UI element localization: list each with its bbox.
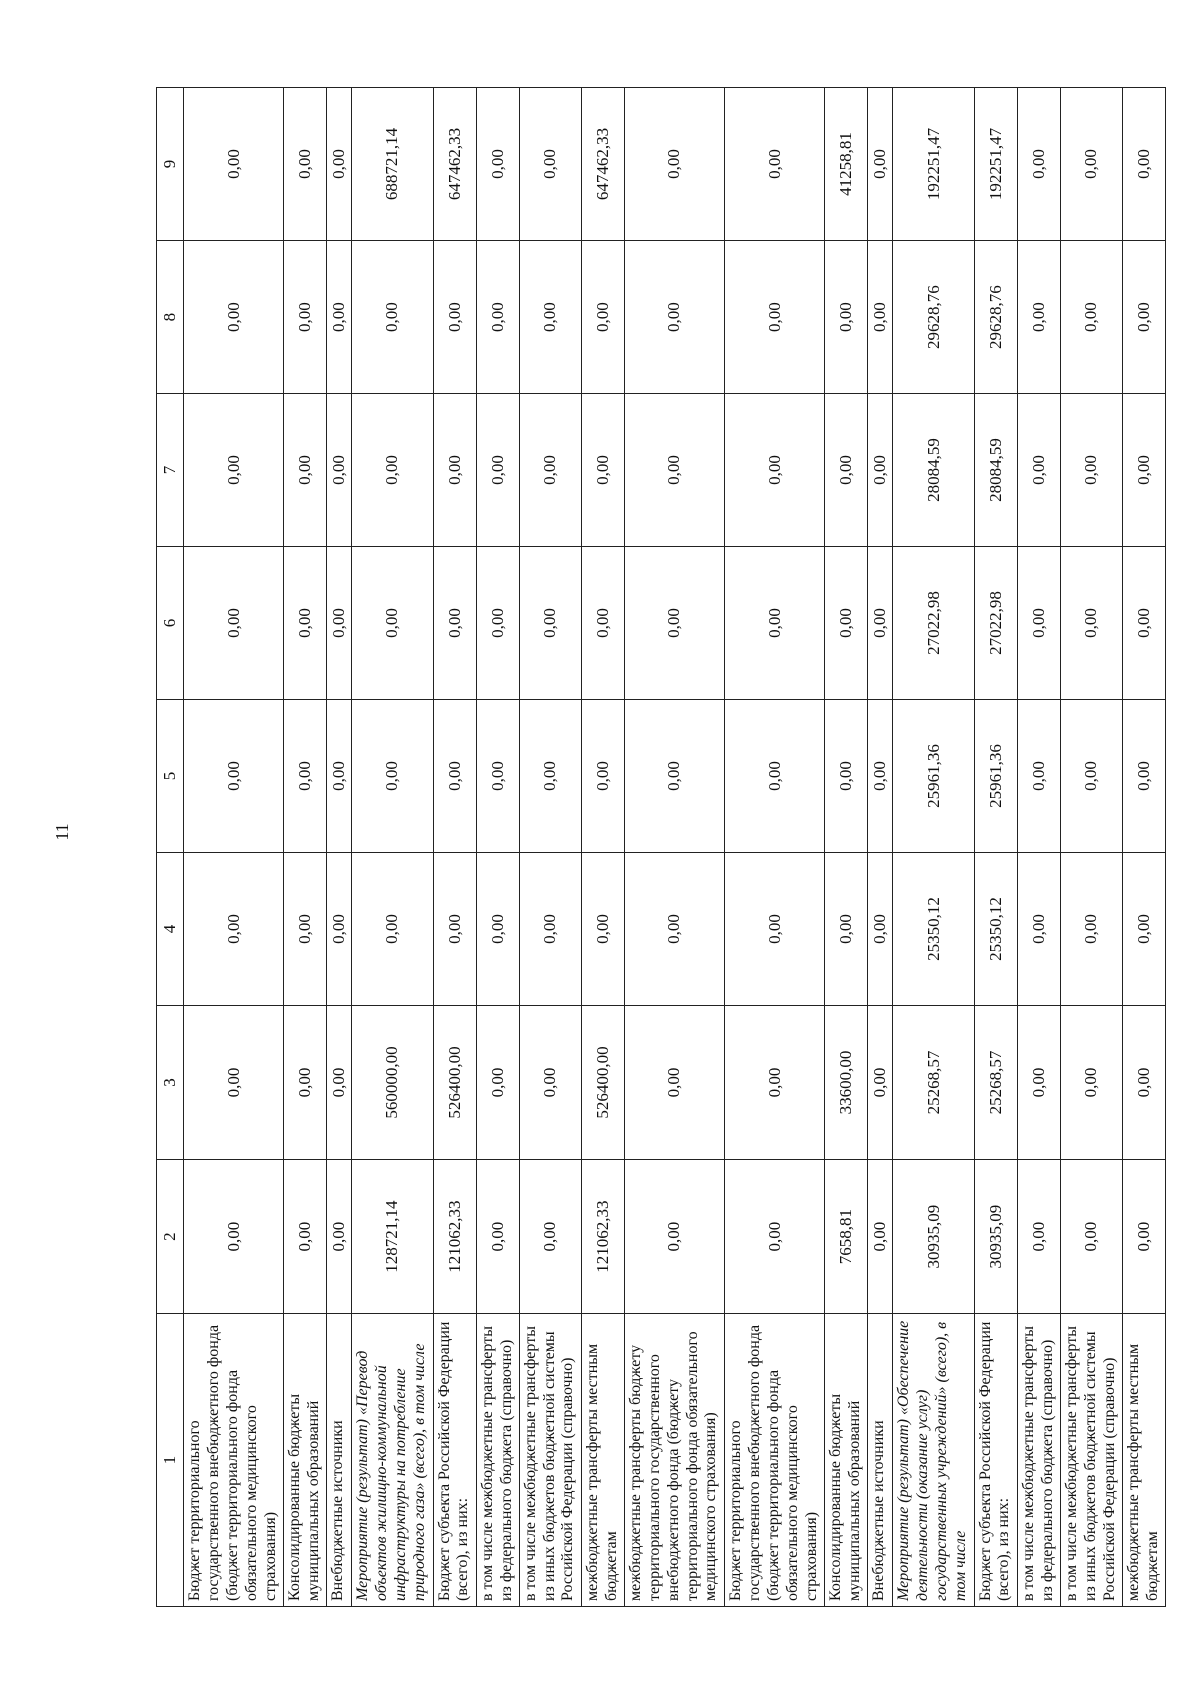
value-cell: 0,00 [476, 700, 519, 853]
value-cell: 0,00 [184, 853, 284, 1006]
value-cell: 0,00 [725, 88, 825, 241]
value-cell: 0,00 [519, 241, 581, 394]
value-cell: 0,00 [1017, 1005, 1060, 1159]
value-cell: 0,00 [476, 241, 519, 394]
value-cell: 192251,47 [893, 88, 974, 241]
value-cell: 0,00 [725, 853, 825, 1006]
value-cell: 0,00 [1060, 853, 1122, 1006]
value-cell: 192251,47 [974, 88, 1017, 241]
value-cell: 688721,14 [352, 88, 433, 241]
value-cell: 0,00 [519, 394, 581, 547]
value-cell: 0,00 [284, 853, 327, 1006]
value-cell: 0,00 [433, 853, 476, 1006]
value-cell: 0,00 [327, 1160, 352, 1314]
value-cell: 0,00 [327, 853, 352, 1006]
page-number: 11 [52, 823, 72, 841]
value-cell: 0,00 [1060, 700, 1122, 853]
value-cell: 0,00 [581, 394, 624, 547]
table-row [624, 88, 724, 1607]
table-row [284, 88, 327, 1607]
value-cell: 121062,33 [433, 1160, 476, 1314]
value-cell: 0,00 [352, 394, 433, 547]
value-cell: 0,00 [476, 547, 519, 700]
value-cell: 0,00 [184, 1160, 284, 1314]
value-cell: 25350,12 [974, 853, 1017, 1006]
value-cell: 0,00 [868, 1160, 893, 1314]
value-cell: 0,00 [433, 700, 476, 853]
value-cell: 0,00 [1122, 1160, 1165, 1314]
column-header: 4 [157, 853, 184, 1006]
value-cell: 0,00 [352, 241, 433, 394]
value-cell: 0,00 [327, 88, 352, 241]
value-cell: 526400,00 [433, 1005, 476, 1159]
value-cell: 0,00 [352, 700, 433, 853]
value-cell: 0,00 [327, 394, 352, 547]
value-cell: 28084,59 [893, 394, 974, 547]
row-label: в том числе межбюджетные трансферты из иных бюджетов бюджетной системы Российской Федерации (справочно) [519, 1314, 581, 1607]
value-cell: 0,00 [1122, 700, 1165, 853]
value-cell: 0,00 [624, 1005, 724, 1159]
value-cell: 0,00 [184, 1005, 284, 1159]
value-cell: 0,00 [519, 853, 581, 1006]
value-cell: 0,00 [433, 547, 476, 700]
value-cell: 0,00 [1060, 241, 1122, 394]
value-cell: 0,00 [184, 547, 284, 700]
value-cell: 0,00 [624, 241, 724, 394]
value-cell: 0,00 [581, 853, 624, 1006]
value-cell: 0,00 [327, 547, 352, 700]
table-row [1122, 88, 1165, 1607]
budget-table [156, 87, 1166, 1607]
value-cell: 0,00 [1017, 394, 1060, 547]
value-cell: 0,00 [184, 241, 284, 394]
column-header: 7 [157, 394, 184, 547]
value-cell: 526400,00 [581, 1005, 624, 1159]
value-cell: 0,00 [519, 1005, 581, 1159]
value-cell: 0,00 [624, 88, 724, 241]
value-cell: 0,00 [1017, 241, 1060, 394]
value-cell: 0,00 [1122, 88, 1165, 241]
value-cell: 0,00 [1017, 853, 1060, 1006]
value-cell: 0,00 [1017, 700, 1060, 853]
value-cell: 0,00 [825, 700, 868, 853]
value-cell: 25961,36 [893, 700, 974, 853]
value-cell: 25268,57 [974, 1005, 1017, 1159]
value-cell: 0,00 [1122, 394, 1165, 547]
value-cell: 0,00 [284, 700, 327, 853]
value-cell: 0,00 [284, 241, 327, 394]
value-cell: 0,00 [868, 241, 893, 394]
row-label: межбюджетные трансферты местным бюджетам [581, 1314, 624, 1607]
value-cell: 0,00 [184, 394, 284, 547]
value-cell: 0,00 [725, 1160, 825, 1314]
table-row [476, 88, 519, 1607]
value-cell: 27022,98 [974, 547, 1017, 700]
table-row [868, 88, 893, 1607]
column-header: 8 [157, 241, 184, 394]
value-cell: 29628,76 [893, 241, 974, 394]
value-cell: 0,00 [284, 88, 327, 241]
row-label: межбюджетные трансферты бюджету территориального государственного внебюджетного фонда (бюджету территориального фонда обязательного медицинского страхования) [624, 1314, 724, 1607]
value-cell: 0,00 [519, 88, 581, 241]
value-cell: 0,00 [1060, 394, 1122, 547]
value-cell: 0,00 [825, 547, 868, 700]
value-cell: 0,00 [581, 547, 624, 700]
column-header: 1 [157, 1314, 184, 1607]
value-cell: 0,00 [1122, 1005, 1165, 1159]
column-header: 5 [157, 700, 184, 853]
value-cell: 0,00 [352, 547, 433, 700]
value-cell: 0,00 [284, 394, 327, 547]
value-cell: 0,00 [624, 394, 724, 547]
value-cell: 0,00 [868, 88, 893, 241]
row-label: в том числе межбюджетные трансферты из федерального бюджета (справочно) [476, 1314, 519, 1607]
row-label: Бюджет территориального государственного внебюджетного фонда (бюджет территориального фонда обязательного медицинского страхования) [184, 1314, 284, 1607]
table-header-row [157, 88, 184, 1607]
table-row [184, 88, 284, 1607]
value-cell: 28084,59 [974, 394, 1017, 547]
row-label: Консолидированные бюджеты муниципальных образований [284, 1314, 327, 1607]
table-row [1060, 88, 1122, 1607]
row-label: межбюджетные трансферты местным бюджетам [1122, 1314, 1165, 1607]
value-cell: 30935,09 [893, 1160, 974, 1314]
value-cell: 0,00 [1060, 88, 1122, 241]
value-cell: 647462,33 [581, 88, 624, 241]
row-label: Бюджет территориального государственного внебюджетного фонда (бюджет территориального фонда обязательного медицинского страхования) [725, 1314, 825, 1607]
value-cell: 0,00 [476, 88, 519, 241]
value-cell: 0,00 [825, 394, 868, 547]
value-cell: 0,00 [284, 1160, 327, 1314]
value-cell: 7658,81 [825, 1160, 868, 1314]
value-cell: 0,00 [725, 1005, 825, 1159]
row-label: в том числе межбюджетные трансферты из иных бюджетов бюджетной системы Российской Федерации (справочно) [1060, 1314, 1122, 1607]
row-label: Мероприятие (результат) «Обеспечение деятельности (оказание услуг) государственных учреждений» (всего), в том числе [893, 1314, 974, 1607]
value-cell: 0,00 [725, 241, 825, 394]
value-cell: 0,00 [868, 547, 893, 700]
table-row [327, 88, 352, 1607]
table-row [725, 88, 825, 1607]
value-cell: 0,00 [1017, 1160, 1060, 1314]
value-cell: 0,00 [1122, 241, 1165, 394]
value-cell: 0,00 [519, 700, 581, 853]
value-cell: 0,00 [825, 241, 868, 394]
value-cell: 0,00 [624, 853, 724, 1006]
table-row [893, 88, 974, 1607]
value-cell: 0,00 [1060, 1005, 1122, 1159]
table-row [1017, 88, 1060, 1607]
value-cell: 0,00 [284, 547, 327, 700]
column-header: 2 [157, 1160, 184, 1314]
value-cell: 0,00 [624, 1160, 724, 1314]
column-header: 9 [157, 88, 184, 241]
value-cell: 0,00 [327, 241, 352, 394]
row-label: Внебюджетные источники [327, 1314, 352, 1607]
value-cell: 0,00 [327, 700, 352, 853]
value-cell: 560000,00 [352, 1005, 433, 1159]
table-row [519, 88, 581, 1607]
column-header: 6 [157, 547, 184, 700]
value-cell: 0,00 [476, 1160, 519, 1314]
value-cell: 33600,00 [825, 1005, 868, 1159]
table-body [184, 88, 1166, 1607]
value-cell: 25268,57 [893, 1005, 974, 1159]
value-cell: 647462,33 [433, 88, 476, 241]
value-cell: 29628,76 [974, 241, 1017, 394]
value-cell: 0,00 [624, 700, 724, 853]
value-cell: 0,00 [433, 241, 476, 394]
row-label: Бюджет субъекта Российской Федерации (всего), из них: [433, 1314, 476, 1607]
row-label: Консолидированные бюджеты муниципальных образований [825, 1314, 868, 1607]
value-cell: 0,00 [433, 394, 476, 547]
value-cell: 0,00 [825, 853, 868, 1006]
value-cell: 30935,09 [974, 1160, 1017, 1314]
value-cell: 0,00 [868, 394, 893, 547]
value-cell: 0,00 [868, 700, 893, 853]
value-cell: 0,00 [519, 1160, 581, 1314]
value-cell: 0,00 [1017, 88, 1060, 241]
value-cell: 0,00 [352, 853, 433, 1006]
value-cell: 0,00 [1060, 547, 1122, 700]
value-cell: 0,00 [519, 547, 581, 700]
row-label: Мероприятие (результат) «Перевод объектов жилищно-коммунальной инфраструктуры на потребление природного газа» (всего), в том числе [352, 1314, 433, 1607]
value-cell: 0,00 [581, 241, 624, 394]
column-header: 3 [157, 1005, 184, 1159]
table-row [352, 88, 433, 1607]
value-cell: 0,00 [868, 1005, 893, 1159]
value-cell: 0,00 [476, 1005, 519, 1159]
row-label: Внебюджетные источники [868, 1314, 893, 1607]
value-cell: 0,00 [1122, 547, 1165, 700]
value-cell: 0,00 [725, 394, 825, 547]
table-row [974, 88, 1017, 1607]
value-cell: 0,00 [327, 1005, 352, 1159]
rotated-table-container [156, 87, 1166, 1607]
value-cell: 0,00 [1017, 547, 1060, 700]
value-cell: 0,00 [184, 700, 284, 853]
value-cell: 0,00 [725, 547, 825, 700]
value-cell: 128721,14 [352, 1160, 433, 1314]
value-cell: 0,00 [476, 394, 519, 547]
value-cell: 41258,81 [825, 88, 868, 241]
value-cell: 0,00 [581, 700, 624, 853]
value-cell: 121062,33 [581, 1160, 624, 1314]
table-row [825, 88, 868, 1607]
table-row [581, 88, 624, 1607]
value-cell: 0,00 [624, 547, 724, 700]
value-cell: 25350,12 [893, 853, 974, 1006]
value-cell: 0,00 [184, 88, 284, 241]
value-cell: 0,00 [725, 700, 825, 853]
value-cell: 27022,98 [893, 547, 974, 700]
row-label: Бюджет субъекта Российской Федерации (всего), из них: [974, 1314, 1017, 1607]
value-cell: 0,00 [1122, 853, 1165, 1006]
value-cell: 0,00 [1060, 1160, 1122, 1314]
value-cell: 0,00 [284, 1005, 327, 1159]
value-cell: 25961,36 [974, 700, 1017, 853]
table-row [433, 88, 476, 1607]
value-cell: 0,00 [476, 853, 519, 1006]
value-cell: 0,00 [868, 853, 893, 1006]
row-label: в том числе межбюджетные трансферты из федерального бюджета (справочно) [1017, 1314, 1060, 1607]
